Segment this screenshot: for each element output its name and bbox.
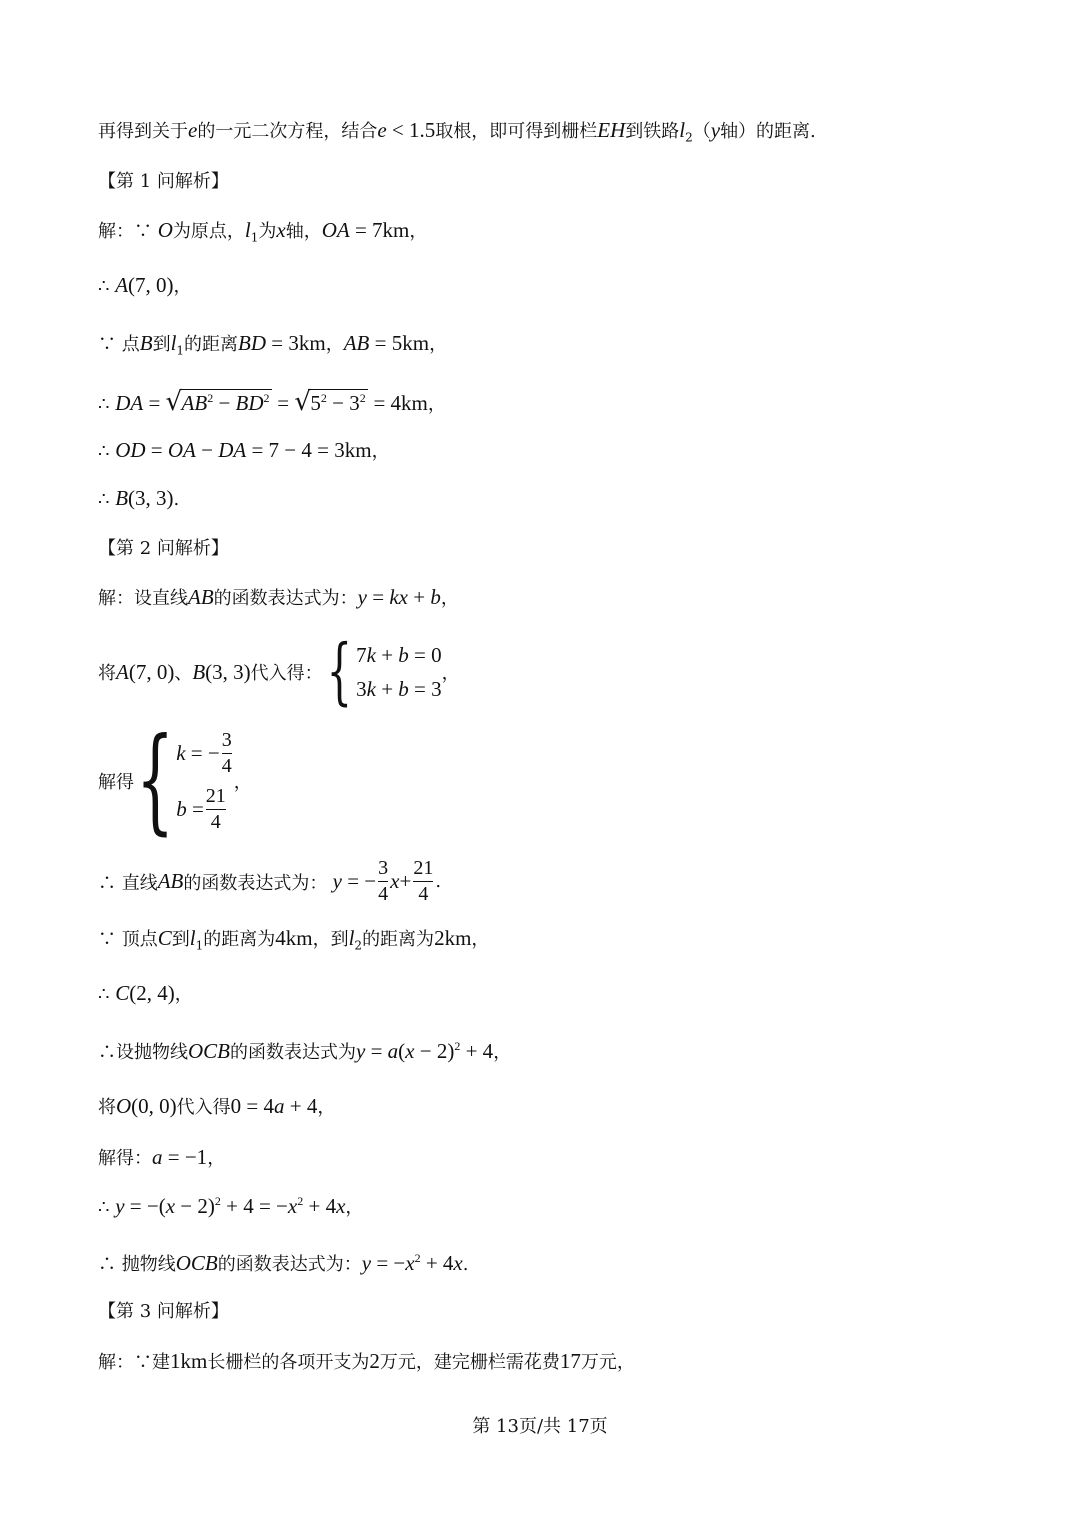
section-heading-1: 【第 1 问解析】 bbox=[98, 171, 229, 192]
text-line: ∴ B(3, 3). bbox=[98, 486, 180, 510]
text-line: ∴ OD = OA − DA = 7 − 4 = 3km， bbox=[98, 438, 390, 462]
text-line: ∴ 抛物线OCB的函数表达式为：$y = -x^2 + 4x$. bbox=[98, 1251, 469, 1275]
text-line: ∴ DA = √ $AB^2 - BD^2$ = √ $5^2 - 3^2 = 4km$， bbox=[98, 387, 446, 417]
text-line: 解：∵ O为原点，$l_1$为x轴，OA = 7km， bbox=[98, 218, 428, 245]
text-line: ∴ 直线 AB 的函数表达式为： y = − $\frac{3}{4}$ x + $\frac{21}{4}$ . bbox=[98, 857, 442, 905]
text-line: ∴ C(2, 4)， bbox=[98, 981, 193, 1005]
text-line: 解得：a = −1， bbox=[98, 1145, 226, 1169]
text-line: ∵ 点B到$l_1$的距离BD = 3km，AB = 5km， bbox=[98, 331, 448, 358]
page-footer: 第 13页/共 17页 bbox=[472, 1416, 608, 1437]
text-line: ∴ A(7, 0)， bbox=[98, 273, 192, 297]
text-line: ∴ $y = -(x - 2)^2 + 4 = -x^2 + 4x$， bbox=[98, 1194, 364, 1218]
equation-system-1: 将 A(7, 0) 、 B(3, 3) 代入得： { 7k + b = 0 3k + b = 3 ， bbox=[98, 630, 460, 714]
text-line: ∵ 顶点C到$l_1$的距离为4km，到$l_2$的距离为2km， bbox=[98, 926, 490, 953]
section-heading-3: 【第 3 问解析】 bbox=[98, 1301, 229, 1322]
text-line: 解：∵建1km长栅栏的各项开支为2万元，建完栅栏需花费17万元， bbox=[98, 1349, 635, 1373]
section-heading-2: 【第 2 问解析】 bbox=[98, 538, 229, 559]
text-line: ∴设抛物线OCB的函数表达式为$y = a(x - 2)^2 + 4$， bbox=[98, 1039, 512, 1063]
text-line: 将O(0, 0)代入得0 = 4a + 4， bbox=[98, 1094, 336, 1118]
text-line: 解：设直线AB的函数表达式为：y = kx + b， bbox=[98, 585, 459, 609]
equation-system-2: 解得 { k = − $\frac{3}{4}$ b = $\frac{21}{4}$ ， bbox=[98, 714, 252, 848]
text-line: 再得到关于e的一元二次方程，结合e < 1.5取根，即可得到栅栏EH到铁路$l_2(y$轴）的距离. bbox=[98, 118, 816, 145]
